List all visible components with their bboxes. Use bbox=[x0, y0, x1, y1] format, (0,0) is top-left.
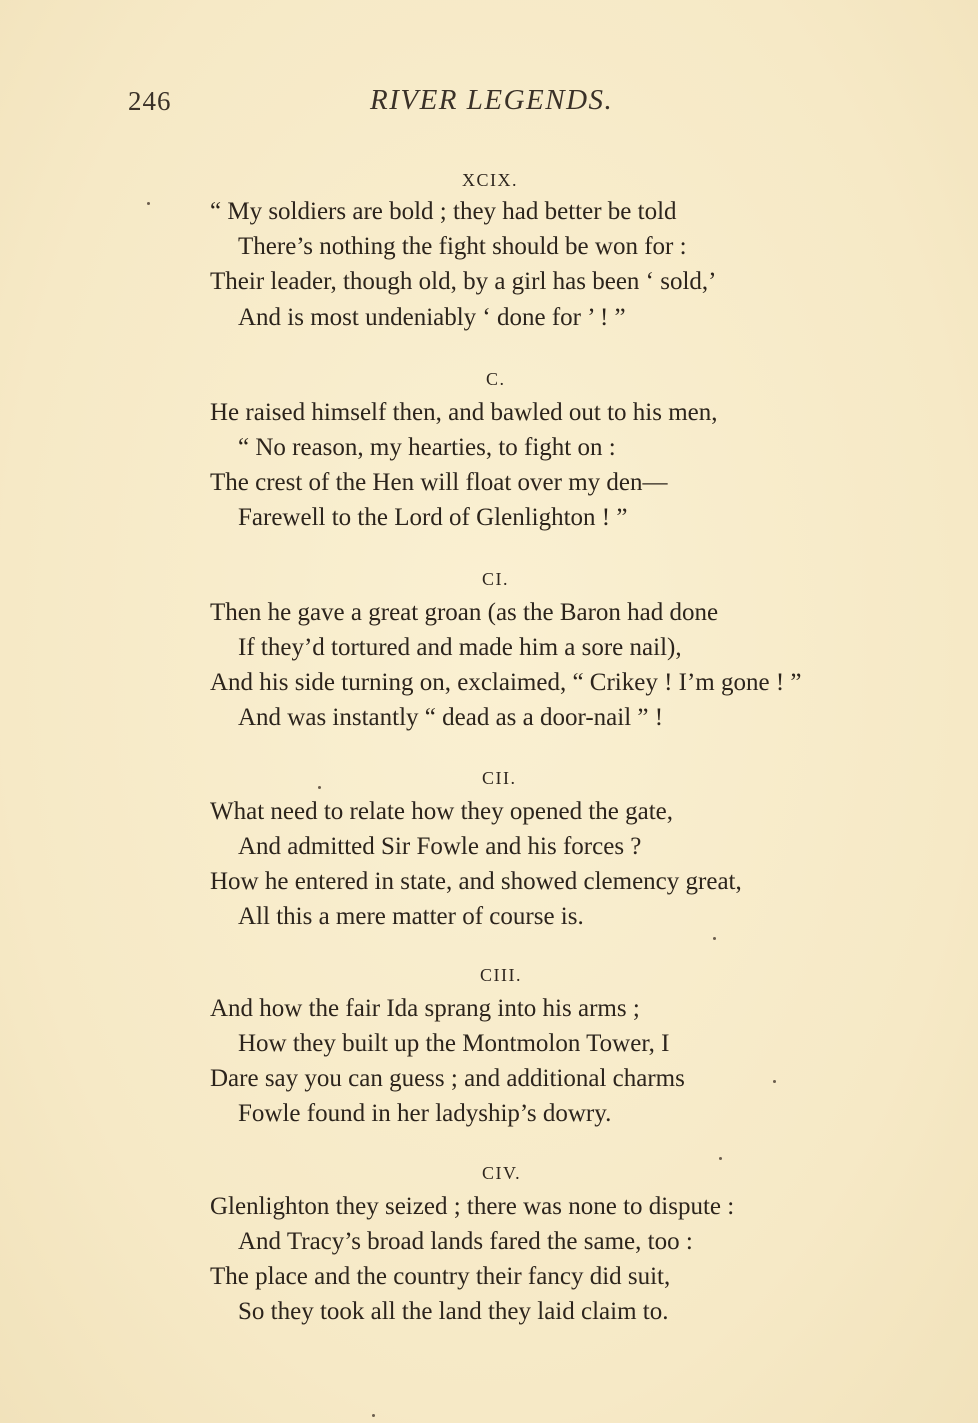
verse-line: Dare say you can guess ; and additional charms bbox=[210, 1065, 685, 1092]
verse-line: The crest of the Hen will float over my den— bbox=[210, 469, 668, 496]
stanza-numeral: C. bbox=[486, 369, 506, 389]
verse-line: And was instantly “ dead as a door-nail ” ! bbox=[238, 704, 664, 731]
stanza-numeral: XCIX. bbox=[462, 170, 518, 190]
verse-line: Their leader, though old, by a girl has been ‘ sold,’ bbox=[210, 268, 717, 295]
verse-line: So they took all the land they laid claim to. bbox=[238, 1298, 669, 1325]
print-speck bbox=[713, 937, 716, 940]
verse-line: “ My soldiers are bold ; they had better be told bbox=[210, 198, 677, 225]
stanza-numeral: CIV. bbox=[482, 1163, 522, 1183]
verse-line: What need to relate how they opened the gate, bbox=[210, 798, 674, 825]
print-speck bbox=[147, 202, 150, 205]
verse-line: Glenlighton they seized ; there was none to dispute : bbox=[210, 1193, 735, 1220]
verse-line: How they built up the Montmolon Tower, I bbox=[238, 1030, 670, 1057]
print-speck bbox=[773, 1080, 776, 1083]
verse-line: And Tracy’s broad lands fared the same, too : bbox=[238, 1228, 693, 1255]
page-number: 246 bbox=[128, 86, 172, 116]
verse-line: And how the fair Ida sprang into his arms ; bbox=[210, 995, 640, 1022]
verse-line: He raised himself then, and bawled out to his men, bbox=[210, 399, 718, 426]
verse-line: “ No reason, my hearties, to fight on : bbox=[238, 434, 616, 461]
verse-line: And his side turning on, exclaimed, “ Crikey ! I’m gone ! ” bbox=[210, 669, 802, 696]
print-speck bbox=[318, 786, 321, 789]
verse-line: And admitted Sir Fowle and his forces ? bbox=[238, 833, 642, 860]
verse-line: All this a mere matter of course is. bbox=[238, 903, 584, 930]
stanza-numeral: CI. bbox=[482, 569, 509, 589]
print-speck bbox=[719, 1157, 722, 1160]
verse-line: How he entered in state, and showed clemency great, bbox=[210, 868, 742, 895]
stanza-numeral: CII. bbox=[482, 768, 517, 788]
verse-line: If they’d tortured and made him a sore nail), bbox=[238, 634, 682, 661]
verse-line: There’s nothing the fight should be won for : bbox=[238, 233, 687, 260]
print-speck bbox=[372, 1414, 375, 1417]
verse-line: And is most undeniably ‘ done for ’ ! ” bbox=[238, 304, 626, 331]
verse-line: Farewell to the Lord of Glenlighton ! ” bbox=[238, 504, 628, 531]
stanza-numeral: CIII. bbox=[480, 965, 522, 985]
verse-line: Then he gave a great groan (as the Baron had done bbox=[210, 599, 719, 626]
running-title: RIVER LEGENDS. bbox=[370, 84, 614, 116]
verse-line: The place and the country their fancy did suit, bbox=[210, 1263, 671, 1290]
verse-line: Fowle found in her ladyship’s dowry. bbox=[238, 1100, 612, 1127]
